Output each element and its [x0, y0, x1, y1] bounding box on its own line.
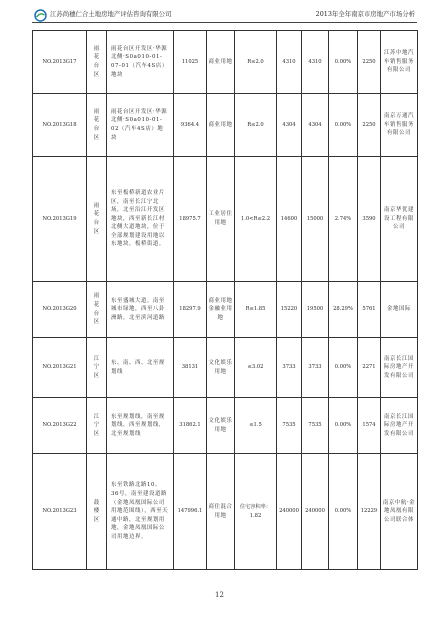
unit-price: 2250 [362, 121, 376, 128]
plot-ratio: R≤2.0 [247, 58, 264, 65]
land-area-cell [174, 282, 207, 338]
starting-price: 240000 [279, 508, 299, 515]
plot-ratio: ≤1.5 [249, 422, 262, 429]
plot-ratio-cell [235, 31, 277, 94]
plot-ratio: 1.0<R≤2.2 [240, 215, 271, 222]
starting-price-cell [277, 454, 302, 570]
winning-bidder: 南京长江国际房地产开发有限公司 [384, 413, 414, 437]
unit-price-cell [358, 94, 381, 157]
plot-ratio-cell [235, 157, 277, 282]
plot-code: NO.2013G20 [42, 306, 77, 313]
premium-rate: 0.00% [334, 508, 352, 515]
deal-price: 7535 [308, 422, 322, 429]
report-title: 2013年全年南京市房地产市场分析 [315, 10, 415, 18]
plot-location: 东至板桥新道农业片区，南至长江宁北场，北至沿江开发区地块，西至新长江村北侧大道地块，位于全部规划建设用地以东地块，板桥街道。 [111, 189, 165, 248]
land-transaction-table [32, 30, 418, 570]
land-use: 文化娱乐用地 [208, 359, 233, 375]
plot-code-cell [33, 157, 87, 282]
table-row [33, 282, 418, 338]
deal-price: 240000 [305, 508, 325, 515]
district-cell [87, 94, 107, 157]
plot-ratio: R≤2.0 [247, 121, 264, 128]
unit-price: 1574 [362, 422, 376, 429]
table-row [33, 398, 418, 454]
plot-location-cell [107, 157, 174, 282]
plot-location: 雨花台区开发区·华源北侧·S0a010-01-02（汽车4S店）地块 [111, 108, 168, 141]
deal-price-cell [302, 338, 329, 398]
land-use-cell [207, 94, 235, 157]
land-area: 38131 [181, 364, 199, 371]
plot-location-cell [107, 398, 174, 454]
land-use: 商业用地 [208, 58, 233, 65]
district: 雨花台区 [93, 202, 100, 235]
starting-price: 4304 [282, 121, 296, 128]
unit-price: 2271 [362, 364, 376, 371]
district-cell [87, 454, 107, 570]
land-use-cell [207, 454, 235, 570]
district: 鼓楼区 [93, 499, 100, 523]
land-area-cell [174, 157, 207, 282]
district: 江宁区 [93, 413, 100, 437]
premium-rate: 0.00% [334, 422, 352, 429]
land-use: 商业用地 [208, 121, 233, 128]
land-use-cell [207, 31, 235, 94]
plot-ratio-cell [235, 398, 277, 454]
header-divider [32, 22, 417, 23]
district-cell [87, 157, 107, 282]
table-row [33, 338, 418, 398]
premium-rate-cell [329, 338, 358, 398]
deal-price-cell [302, 282, 329, 338]
starting-price: 14600 [280, 215, 298, 222]
unit-price-cell [358, 338, 381, 398]
plot-location: 东、南、西、北至规划线 [111, 359, 165, 375]
unit-price-cell [358, 282, 381, 338]
plot-code-cell [33, 338, 87, 398]
deal-price-cell [302, 31, 329, 94]
winning-bidder: 江苏中地汽车销售服务有限公司 [384, 50, 414, 74]
company-logo-icon [34, 9, 47, 22]
deal-price-cell [302, 398, 329, 454]
land-use: 文化娱乐用地 [208, 417, 233, 433]
table-row [33, 454, 418, 570]
deal-price: 19500 [306, 306, 324, 313]
premium-rate: 0.00% [334, 58, 352, 65]
premium-rate: 28.29% [333, 306, 353, 313]
deal-price: 15000 [306, 215, 324, 222]
land-use: 商住混合用地 [208, 503, 233, 519]
plot-code: NO.2013G17 [42, 58, 77, 65]
deal-price: 4310 [308, 58, 322, 65]
land-use: 商业用地金融业用地 [208, 297, 233, 321]
plot-ratio-cell [235, 338, 277, 398]
deal-price-cell [302, 454, 329, 570]
starting-price-cell [277, 31, 302, 94]
premium-rate-cell [329, 398, 358, 454]
starting-price-cell [277, 398, 302, 454]
unit-price: 5761 [362, 306, 376, 313]
land-use-cell [207, 398, 235, 454]
premium-rate-cell [329, 454, 358, 570]
district-cell [87, 398, 107, 454]
deal-price-cell [302, 94, 329, 157]
starting-price-cell [277, 282, 302, 338]
starting-price: 15220 [280, 306, 298, 313]
winning-bidder-cell [381, 157, 418, 282]
unit-price-cell [358, 157, 381, 282]
premium-rate: 0.00% [334, 121, 352, 128]
winning-bidder: 南京长江国际房地产开发有限公司 [384, 355, 414, 379]
deal-price: 3733 [308, 364, 322, 371]
unit-price-cell [358, 31, 381, 94]
plot-code-cell [33, 454, 87, 570]
plot-code-cell [33, 398, 87, 454]
plot-code: NO.2013G22 [42, 422, 77, 429]
plot-location-cell [107, 338, 174, 398]
unit-price: 12229 [360, 508, 378, 515]
district: 江宁区 [93, 355, 100, 379]
district-cell [87, 31, 107, 94]
land-area: 31862.1 [179, 422, 201, 429]
land-area-cell [174, 398, 207, 454]
land-use: 工业居住用地 [208, 211, 233, 226]
premium-rate-cell [329, 31, 358, 94]
district-cell [87, 338, 107, 398]
plot-code: NO.2013G18 [42, 121, 77, 128]
plot-location-cell [107, 31, 174, 94]
premium-rate-cell [329, 94, 358, 157]
district: 雨花台区 [93, 293, 100, 326]
land-area-cell [174, 454, 207, 570]
unit-price-cell [358, 398, 381, 454]
starting-price-cell [277, 338, 302, 398]
premium-rate: 0.00% [334, 364, 352, 371]
plot-ratio-cell [235, 454, 277, 570]
starting-price: 7535 [282, 422, 296, 429]
land-use-cell [207, 157, 235, 282]
table-row [33, 94, 418, 157]
premium-rate-cell [329, 157, 358, 282]
winning-bidder-cell [381, 338, 418, 398]
starting-price: 3733 [282, 364, 296, 371]
district-cell [87, 282, 107, 338]
land-area: 18975.7 [179, 215, 201, 222]
winning-bidder: 南京万通汽车销售服务有限公司 [384, 113, 414, 137]
land-area: 9364.4 [180, 121, 200, 128]
land-area: 11025 [181, 58, 199, 65]
company-name: 江苏尚穗仁合土地房地产评估咨询有限公司 [50, 10, 172, 18]
plot-code-cell [33, 31, 87, 94]
starting-price-cell [277, 94, 302, 157]
land-area-cell [174, 338, 207, 398]
winning-bidder: 金地国际 [387, 306, 411, 313]
plot-location-cell [107, 454, 174, 570]
winning-bidder-cell [381, 282, 418, 338]
table-row [33, 31, 418, 94]
winning-bidder-cell [381, 398, 418, 454]
district: 雨花台区 [93, 108, 100, 141]
plot-code: NO.2013G21 [42, 364, 77, 371]
plot-code: NO.2013G19 [42, 215, 77, 222]
district: 雨花台区 [93, 45, 100, 78]
winning-bidder-cell [381, 31, 418, 94]
winning-bidder-cell [381, 94, 418, 157]
plot-location: 东至铁路北路10、36号，南至建设道路（金地凤凰国际公司用地范围线），西至天通中路，北至规划用地，金地凤凰国际公司用地边界。 [111, 482, 169, 540]
plot-ratio-cell [235, 282, 277, 338]
unit-price-cell [358, 454, 381, 570]
plot-location: 东至盛城大道，南至城市绿地，西至八卦洲路，北至滨河道路 [111, 297, 165, 321]
unit-price: 2250 [362, 58, 376, 65]
plot-ratio: R≤1.85 [245, 306, 266, 313]
plot-code-cell [33, 282, 87, 338]
starting-price-cell [277, 157, 302, 282]
land-area-cell [174, 94, 207, 157]
premium-rate-cell [329, 282, 358, 338]
land-area: 18297.9 [179, 306, 201, 313]
plot-code: NO.2013G23 [42, 508, 77, 515]
unit-price: 3590 [362, 215, 376, 222]
plot-ratio: ≤3.02 [247, 364, 264, 371]
plot-ratio: 住宅容积率：1.82 [239, 503, 272, 519]
land-area-cell [174, 31, 207, 94]
deal-price-cell [302, 157, 329, 282]
winning-bidder-cell [381, 454, 418, 570]
plot-ratio-cell [235, 94, 277, 157]
deal-price: 4304 [308, 121, 322, 128]
plot-location-cell [107, 282, 174, 338]
land-use-cell [207, 338, 235, 398]
starting-price: 4310 [282, 58, 296, 65]
table-row [33, 157, 418, 282]
plot-location: 雨花台区开发区·华源北侧·S0a010-01-07-01（汽车4S店）地块 [111, 45, 168, 78]
plot-location-cell [107, 94, 174, 157]
plot-code-cell [33, 94, 87, 157]
plot-location: 东至规划线，南至规划线，西至规划线，北至规划线 [111, 413, 165, 437]
winning-bidder: 南京华优建设工程有限公司 [384, 207, 414, 231]
page-number: 12 [215, 591, 224, 599]
premium-rate: 2.74% [334, 215, 352, 222]
winning-bidder: 南京中航·金地凤凰有限公司联合体 [382, 499, 416, 523]
land-area: 147996.1 [177, 508, 203, 515]
land-use-cell [207, 282, 235, 338]
